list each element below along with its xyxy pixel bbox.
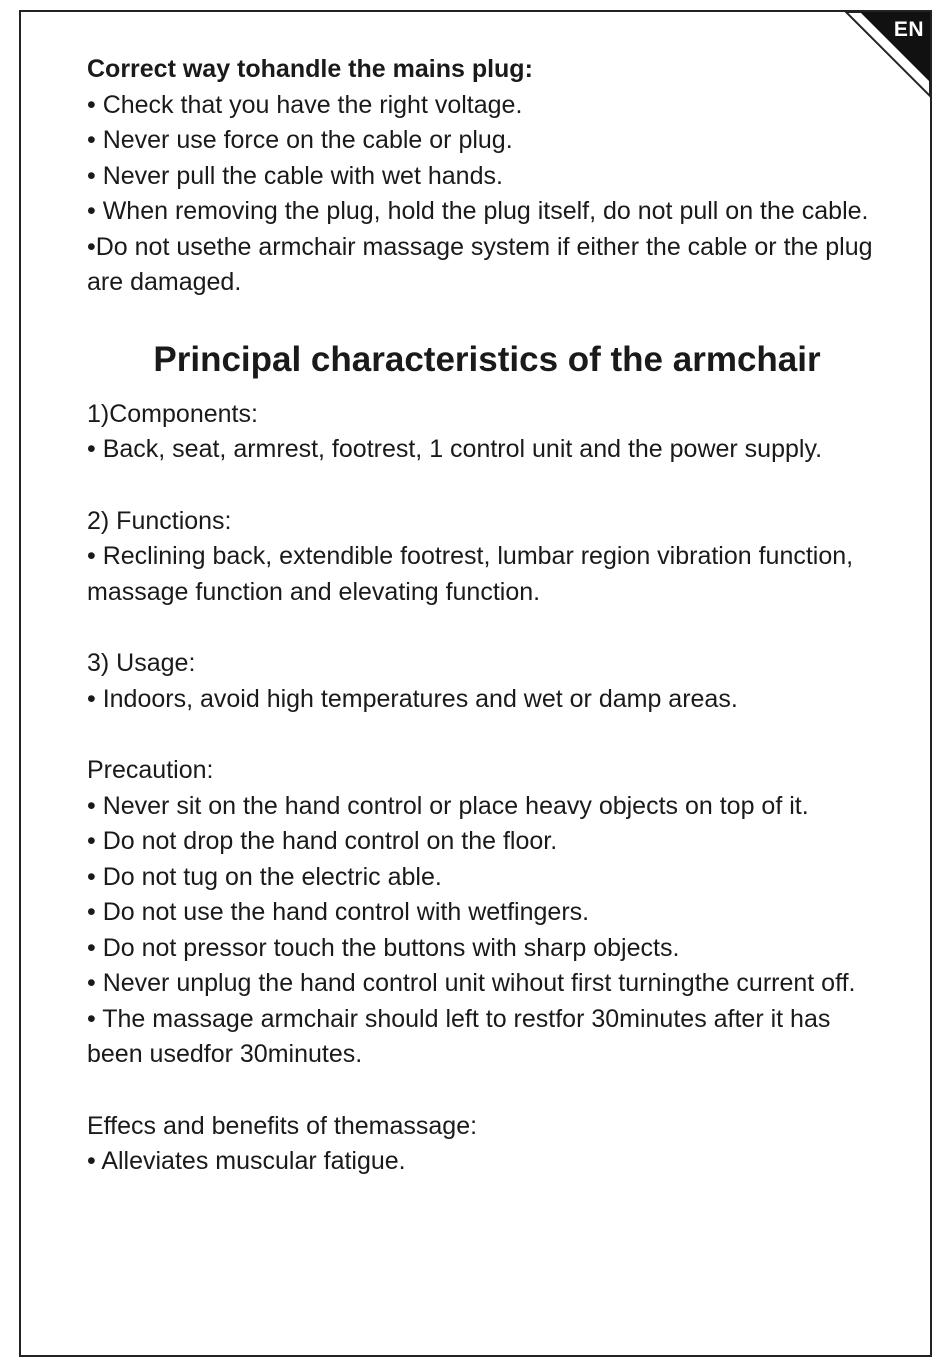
precaution-item: • Do not pressor touch the buttons with sharp objects. <box>87 933 680 962</box>
page-frame <box>19 10 932 1357</box>
section-spacer <box>87 1073 887 1109</box>
section-spacer <box>87 468 887 504</box>
components-heading: 1)Components: <box>87 399 258 428</box>
precaution-heading: Precaution: <box>87 756 214 784</box>
precaution-item: • The massage armchair should left to restfor 30minutes after it has been usedfor 30minutes. <box>87 1004 831 1068</box>
components-item: • Back, seat, armrest, footrest, 1 control unit and the power supply. <box>87 435 823 463</box>
functions-item: • Reclining back, extendible footrest, lumbar region vibration function, massage function and elevating function. <box>87 542 854 606</box>
functions-heading: 2) Functions: <box>87 506 232 535</box>
plug-item: •Do not usethe armchair massage system if either the cable or the plug are damaged. <box>87 232 873 296</box>
precaution-item: • Do not tug on the electric able. <box>87 862 442 891</box>
plug-item: • Never use force on the cable or plug. <box>87 126 513 154</box>
precaution-item: • Do not use the hand control with wetfingers. <box>87 898 590 926</box>
precaution-item: • Never sit on the hand control or place heavy objects on top of it. <box>87 791 809 820</box>
section-spacer <box>87 717 887 753</box>
plug-section-heading: Correct way tohandle the mains plug: <box>87 55 533 83</box>
section-spacer <box>87 610 887 646</box>
document-body <box>87 52 887 1180</box>
plug-item: • Never pull the cable with wet hands. <box>87 161 503 190</box>
usage-item: • Indoors, avoid high temperatures and wet or damp areas. <box>87 684 738 713</box>
precaution-item: • Do not drop the hand control on the floor. <box>87 827 558 855</box>
language-label: EN <box>893 18 924 41</box>
plug-item: • When removing the plug, hold the plug itself, do not pull on the cable. <box>87 197 869 225</box>
main-heading: Principal characteristics of the armchair <box>153 339 821 379</box>
effects-heading: Effecs and benefits of themassage: <box>87 1111 478 1140</box>
usage-heading: 3) Usage: <box>87 649 196 677</box>
plug-item: • Check that you have the right voltage. <box>87 90 523 119</box>
effects-item: • Alleviates muscular fatigue. <box>87 1147 406 1175</box>
precaution-item: • Never unplug the hand control unit wihout first turningthe current off. <box>87 969 856 997</box>
